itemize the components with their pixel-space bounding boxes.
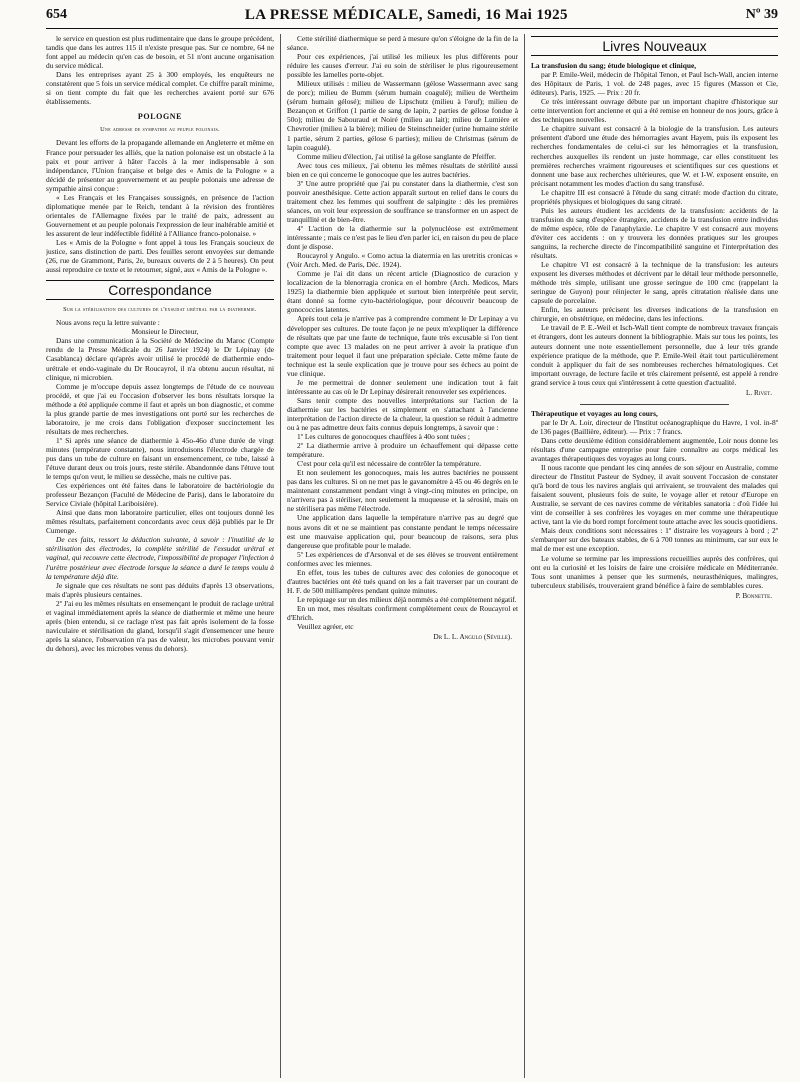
paragraph: le service en question est plus rudimentaire que dans le groupe précédent, tandis que dans les autres 115 il n'existe presque pas. Sur ce nombre, 64 ne font appel au médecin qu'en cas de besoin, et 51 n'ont aucune organisation du service médical. — [46, 34, 274, 71]
paragraph: Devant les efforts de la propagande allemande en Angleterre et même en France pour persuader les alliés, que la nation polonaise est un obstacle à la paix et pour arriver à hâter l'accès à la mer indispensable à son indépendance, l'Union française et belge des « Amis de la Pologne » a décidé de présenter au gouvernement et au peuple polonais une adresse de sympathie ainsi conçue : — [46, 138, 274, 193]
paragraph: Dans une communication à la Société de Médecine du Maroc (Compte rendu de la Presse Médicale du 26 Janvier 1924) le Dr Lépinay (de Casablanca) déclare qu'après avoir utilisé le procédé de diathermie endo-urétrale et endo-vaginale du Dr Roucayrol, il n'a obtenu aucun résultat, ni clinique, ni microbien. — [46, 336, 274, 382]
paragraph: Ces expériences ont été faites dans le laboratoire de bactériologie du professeur Bezançon (Faculté de Médecine de Paris), dans le laboratoire du Service Civiale (hôpital Lariboisière). — [46, 481, 274, 509]
column-1 — [46, 34, 280, 1078]
section-heading-livres: Livres Nouveaux — [531, 36, 778, 56]
issue-number: Nº 39 — [745, 7, 778, 22]
paragraph: « Les Français et les Françaises soussignés, en présence de l'action diplomatique menée par le Reich, tendant à la révision des frontières orientales de l'Allemagne fixées par le traité de paix, adressent au Gouvernement et au peuple polonais l'expression de leur inaltérable amitié et les assurent de leur indéfectible fidélité à l'Alliance franco-polonaise. » — [46, 192, 274, 238]
paragraph: Le chapitre suivant est consacré à la biologie de la transfusion. Les auteurs présentent d'abord une étude des hémorragies avant Hayem, puis ils exposent les recherches fondamentales de celui-ci sur les hémorragies et la transfusion, recherches auxquelles ils rendent un juste hommage, car elles constituent les premières recherches vraiment rigoureuses et scientifiques sur ces questions et donnent une base aux recherches ultérieures, que W. et I-W. exposent ensuite, en précisant notamment les modes d'action du sang transfusé. — [531, 124, 778, 188]
paragraph: 3º Une autre propriété que j'ai pu constater dans la diathermie, c'est son pouvoir anesthésique. Cette action apparaît surtout en relief dans le cours du traitement chez les femmes qui souffrent de salpingite : dès les premières séances, on voit leur expression de souffrance se transformer en un aspect de tranquillité et de bien-être. — [287, 178, 518, 224]
columns — [46, 34, 778, 1078]
review-title: La transfusion du sang; étude biologique et clinique, — [531, 61, 697, 71]
paragraph: Je me permettrai de donner seulement une indication tout à fait intéressante au cas où le Dr Lepinay désirerait renouveler ses expériences. — [287, 377, 518, 396]
paragraph: De ces faits, ressort la déduction suivante, à savoir : l'inutilité de la stérilisation des électrodes, la complète stérilité de l'exsudat urétral et vaginal, qui recouvre cette électrode, l'impossibilité de propager l'infection à l'urètre postérieur avec électrode lorsque la séance a duré le temps voulu à la température déjà dite. — [46, 535, 274, 581]
paragraph: 5º Les expériences de d'Arsonval et de ses élèves se trouvent entièrement conformes avec les miennes. — [287, 549, 518, 568]
paragraph: Dans cette deuxième édition considérablement augmentée, Loir nous donne les résultats d'une campagne entreprise pour faire connaître au corps médical les avantages thérapeutiques des voyages au long cours. — [531, 435, 778, 464]
signature: L. Rivet. — [746, 388, 772, 397]
paragraph: Avec tous ces milieux, j'ai obtenu les mêmes résultats de stérilité aussi bien en ce qui concerne le gonocoque que les autres bactéries. — [287, 160, 518, 179]
signature: P. Bonnette. — [735, 591, 772, 600]
paragraph: Pour ces expériences, j'ai utilisé les milieux les plus différents pour réduire les causes d'erreur. J'ai eu soin de stériliser le plus rigoureusement possible les lamelles porte-objet. — [287, 52, 518, 80]
header-rule — [46, 28, 778, 29]
paragraph: Cette stérilité diathermique se perd à mesure qu'on s'éloigne de la fin de la séance. — [287, 34, 518, 53]
paragraph: Sans tenir compte des nouvelles interprétations sur l'action de la diathermie sur les bactéries et simplement en s'attachant à l'ancienne interprétation de l'action directe de la chaleur, la question se réduit à admettre ou à ne pas admettre deux faits connus depuis longtemps, à savoir que : — [287, 395, 518, 433]
paragraph: 4º L'action de la diathermie sur la polynucléose est extrêmement intéressante ; mais ce n'est pas le lieu d'en parler ici, en raison du peu de place dont je dispose. — [287, 223, 518, 252]
paragraph: 2º La diathermie arrive à produire un échauffement qui dépasse cette température. — [287, 441, 518, 460]
review-reference: par P. Emile-Weil, médecin de l'hôpital Tenon, et Paul Isch-Wall, ancien interne des Hôpitaux de Paris, 1 vol. de 248 pages, avec 15 figures (Masson et Cie, éditeurs). Paris, 1925. — Prix : 20 fr. — [531, 70, 778, 98]
journal-title: LA PRESSE MÉDICALE, Samedi, 16 Mai 1925 — [244, 6, 568, 23]
paragraph: Enfin, les auteurs précisent les diverses indications de la transfusion en chirurgie, en obstétrique, en médecine, dans les infections. — [531, 305, 778, 324]
paragraph: Dans les entreprises ayant 25 à 300 employés, les enquêteurs ne constatèrent que 5 fois un service médical complet. Ce chiffre paraît minime, si on tient compte du fait que les recherches avaient porté sur 676 établissements. — [46, 70, 274, 107]
paragraph: Ce très intéressant ouvrage débute par un important chapitre d'historique sur cette intervention fort ancienne et qui a été remise en honneur de nos jours, grâce à des techniques nouvelles. — [531, 97, 778, 125]
paragraph: Je signale que ces résultats ne sont pas déduits d'après 13 observations, mais d'après plusieurs centaines. — [46, 580, 274, 599]
paragraph: 1º Les cultures de gonocoques chauffées à 40o sont tuées ; — [297, 432, 470, 442]
paragraph: Et non seulement les gonocoques, mais les autres bactéries ne poussent pas dans les cultures. Si on ne met pas le gavanomètre à 45 ou 46 degrés en le maintenant constamment pendant vingt à vingt-cinq minutes en principe, on n'arrivera pas à stériliser, non seulement la muqueuse et la sérosité, mais on ne stérilisera pas même l'électrode. — [287, 468, 518, 514]
paragraph: Milieux utilisés : milieu de Wassermann (gélose Wassermann avec sang de porc); milieu de Bumm (sérum humain coagulé); milieu de Wertheim (sérum humain gélosé); milieu de Lipschutz (milieu à l'œuf); milieu de Bezançon et Griffon (1 partie de sang de lapin, 2 parties de gélose fondue à 50o); milieu de Sabouraud et Noiré (milieu au lait); milieu de Lumière et Chevrotier (milieu à la bière); milieu de Steinschneider (urine humaine stérile 1 partie, sérum 2 parties, gélose 6 parties); milieu de Christmas (sérum de lapin coagulé). — [287, 79, 518, 152]
paragraph: Comme je l'ai dit dans un récent article (Diagnostico de curacion y localizacion de la blenorragia cronica en el hombre (Arch. Medicos, Mars 1925) la diathermie bien appliquée et surtout bien interprétée peut servir, étant donné sa forme cyto-bactériologique, pour découvrir beaucoup de gonococcies latentes. — [287, 269, 518, 315]
paragraph: En un mot, mes résultats confirment complètement ceux de Roucayrol et d'Ehrich. — [287, 603, 518, 622]
column-3 — [524, 34, 778, 1078]
signature: Dr L. L. Angulo (Séville). — [433, 633, 512, 642]
paragraph: Une application dans laquelle la température n'arrive pas au degré que nous avons dit et ne se maintient pas constante pendant le temps nécessaire est une mauvaise application qui, pour beaucoup de raisons, sera plus dangereuse que profitable pour le malade. — [287, 513, 518, 550]
paragraph: Roucayrol y Angulo. « Como actua la diatermia en las uretritis cronicas » (Voir Arch. Med. de Paris, Déc. 1924). — [287, 251, 518, 270]
section-heading-pologne: POLOGNE — [137, 112, 183, 122]
paragraph: Le repiquage sur un des milieux déjà nommés a été complètement négatif. — [297, 594, 517, 604]
section-subheading: Une adresse de sympathie au peuple polonais. — [100, 126, 220, 134]
section-heading-correspondance: Correspondance — [46, 280, 274, 300]
section-subheading: Sur la stérilisation des cultures de l'exsudat urétral par la diathermie. — [63, 306, 257, 314]
review-reference: par le Dr A. Loir, directeur de l'Institut océanographique du Havre, 1 vol. in-8º de 136 pages (Baillière, éditeur). — Prix : 7 francs. — [531, 417, 778, 436]
paragraph: Veuillez agréer, etc — [297, 622, 354, 632]
review-title: Thérapeutique et voyages au long cours, — [531, 408, 658, 418]
page-number: 654 — [46, 7, 67, 22]
separator-rule — [580, 404, 728, 405]
paragraph: Ainsi que dans mon laboratoire particulier, elles ont toujours donné les mêmes résultats, parfaitement concordants avec ceux déjà publiés par le Dr Cumenge. — [46, 508, 274, 536]
paragraph: 1º Si après une séance de diathermie à 45o-46o d'une durée de vingt minutes (température constante), nous introduisons l'électrode chargée de pus dans un tube de culture en faisant un ensemencement, ce tube, laissé à l'étuve durant deux ou trois jours, reste stérile. Abandonnée dans l'étuve tout le temps qu'on veut, le milieu se dessèche, mais ne cultive pas. — [46, 435, 274, 482]
paragraph: Après tout cela je n'arrive pas à comprendre comment le Dr Lepinay a vu développer ses cultures. De toute façon je ne peux m'expliquer la différence de résultats que par une faute de technique, faute très excusable si l'on tient compte que avec 13 malades on ne peut arriver à avoir la pratique d'un traitement pour lequel il faut une préparation spéciale. Cette même faute de technique est la seule explication que je trouve pour ses échecs au point de vue clinique. — [287, 314, 518, 378]
paragraph: Mais deux conditions sont nécessaires : 1º distraire les voyageurs à bord ; 2º s'embarquer sur des bateaux stables, de 6 à 700 tonnes au minimum, car sur eux le mal de mer est une exception. — [531, 526, 778, 554]
paragraph: Il nous raconte que pendant les cinq années de son séjour en Australie, comme directeur de l'Institut Pasteur de Sydney, il avait souvent l'occasion de constater qu'à bord de tous les navires anglais qui arrivaient, se trouvaient des malades qui faisaient souvent, plusieurs fois de suite, le voyage aller et retour d'Europe en Australie, se servant de ces navires comme de véritables sanatoria : d'où l'idée lui vint de conseiller à ses confrères les voyages en mer comme une thérapeutique active, tant la vie du bord rompt forcément toute attache avec les soucis quotidiens. — [531, 463, 778, 527]
paragraph: En effet, tous les tubes de cultures avec des colonies de gonocoque et d'autres bactéries ont été tués quand on les a fait traverser par un courant de H. F. de 500 milliampères pendant quinze minutes. — [287, 567, 518, 595]
column-2 — [280, 34, 524, 1078]
paragraph: Le volume se termine par les impressions recueillies auprès des confrères, qui ont eu la curiosité et les loisirs de faire une croisière médicale en Méditerranée. Tous sont unanimes à penser que les surmenés, neurasthéniques, malingres, tuberculeux stabilisés, trouveraient grand bénéfice à faire de semblables cures. — [531, 553, 778, 590]
paragraph: Comme milieu d'élection, j'ai utilisé la gélose sanglante de Pfeiffer. — [297, 151, 496, 161]
paragraph: Le travail de P. E.-Weil et Isch-Wall tient compte de nombreux travaux français et étrangers, dont les auteurs donnent la bibliographie. Mais sur tous les points, les auteurs donnent une note essentiellement personnelle, due à leur très grande expérience pratique de la méthode, que P. Emile-Weil était tout particulièrement conduit à appliquer du fait de ses nombreuses recherches hématologiques. Cet important ouvrage, de lecture facile et très clairement présenté, est appelé à rendre grand service à tous ceux qui s'intéressent à cette question d'actualité. — [531, 323, 778, 387]
paragraph: Le chapitre III est consacré à l'étude du sang citraté: mode d'action du citrate, propriétés physiques et biologiques du sang citraté. — [531, 187, 778, 206]
salutation: Monsieur le Directeur, — [131, 327, 199, 337]
paragraph: Le chapitre VI est consacré à la technique de la transfusion: les auteurs exposent les diverses méthodes et décrivent par le détail leur méthode personnelle, méthode très simple, utilisant une grosse seringue de 100 cmc (rappelant la seringue de Guyon) pour réinjecter le sang, après citratation réalisée dans une capsule de porcelaine. — [531, 260, 778, 306]
paragraph: 2º J'ai eu les mêmes résultats en ensemençant le produit de raclage urétral et vaginal immédiatement après la séance de diathermie et même une heure après (bien entendu, si ce raclage n'est pas fait après isolement de la fosse naviculaire et stérilisation du gland, lorsqu'il s'agit d'ensemencer une heure après la séance, l'observation n'a pas de valeur, les microbes pouvant venir du dehors), avec les microbes venus du dehors). — [46, 598, 274, 653]
paragraph: C'est pour cela qu'il est nécessaire de contrôler la température. — [297, 459, 482, 469]
paragraph: Les « Amis de la Pologne » font appel à tous les Français soucieux de justice, sans distinction de parti. Des feuilles seront envoyées sur demande (26, rue de Grammont, Paris, 2e, bureaux ouverts de 2 à 5 heures). On peut aussi reproduire ce texte et le retourner, signé, aux « Amis de la Pologne ». — [46, 237, 274, 275]
paragraph: Nous avons reçu la lettre suivante : — [56, 318, 160, 328]
page-header — [46, 4, 778, 26]
paragraph: Comme je m'occupe depuis assez longtemps de l'étude de ce nouveau procédé, et que j'ai eu l'occasion d'observer les bons résultats lorsque la méthode a été appliquée comme il faut et après un bon diagnostic, et comme la plus grande partie de mes investigations ont porté sur les recherches de laboratoire, je me crois dans l'obligation d'exposer succinctement les résultats de mes recherches. — [46, 381, 274, 436]
paragraph: Puis les auteurs étudient les accidents de la transfusion: accidents de la transfusion du sang d'espèce étrangère, accidents de la transfusion entre individus de même espèce, rôle de l'anaphylaxie. Le chapitre V est consacré aux moyens d'éviter ces accidents : on y trouvera les données pratiques sur les groupes sanguins, la recherche directe de l'incompatibilité sanguine et l'interprétation des résultats. — [531, 205, 778, 261]
